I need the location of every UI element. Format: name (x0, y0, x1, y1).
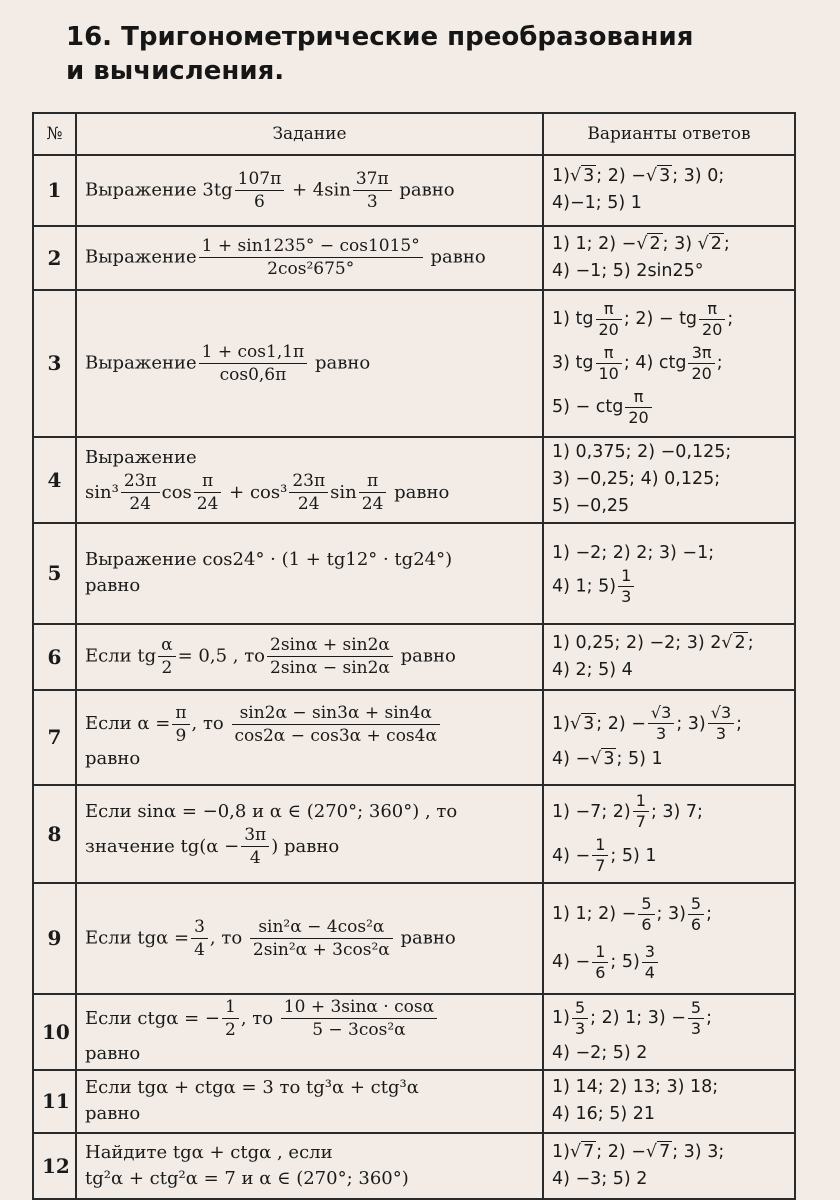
fraction: $\frac{1}{3}$ (618, 567, 634, 606)
fraction: $\frac{\pi}{24}$ (194, 471, 222, 514)
sqrt: √ 7 (645, 1141, 671, 1162)
task-text: Если ctgα = − $\frac{1}{2}$ , то $\frac{10 + 3\sin\alpha \cdot \cos\alpha}{\text{5 − 3cos²α}}$ равно (76, 994, 543, 1070)
task-number: 12 (33, 1133, 76, 1199)
fraction: $\frac{1}{7}$ (592, 836, 608, 875)
task-text: Выражение cos24° · (1 + tg12° · tg24°) равно (76, 523, 543, 624)
task-number: 6 (33, 624, 76, 690)
sqrt: √ 3 (569, 713, 595, 734)
fraction: $\frac{\pi}{9}$ (172, 703, 189, 746)
answer-options: 1)√ 3 ; 2) −√ 3 ; 3) 0; 4)−1; 5) 1 (543, 155, 795, 225)
table-row (33, 1070, 795, 1132)
task-number: 2 (33, 226, 76, 290)
title-line-2: и вычисления. (66, 56, 285, 86)
table-row (33, 883, 795, 994)
table-row (33, 624, 795, 690)
fraction: $\frac{2\sin\alpha + \sin 2\alpha}{2\sin\alpha - \sin 2\alpha}$ (267, 635, 393, 678)
fraction: $\frac{10 + 3\sin\alpha \cdot \cos\alpha}{\text{5 − 3cos²α}}$ (281, 997, 437, 1040)
sqrt: √ 7 (569, 1141, 595, 1162)
table-row (33, 226, 795, 290)
fraction: $\frac{1 + \cos 1,1\pi}{\cos 0,6\pi}$ (199, 342, 308, 385)
task-text: Если tgα = $\frac{3}{4}$ , то $\frac{\text{sin²α − 4cos²α}}{\text{2sin²α + 3cos²α}}$ равно (76, 883, 543, 994)
fraction: $\frac{√3}{3}$ (648, 704, 674, 743)
fraction: $\frac{\pi}{24}$ (359, 471, 387, 514)
task-text: Найдите tgα + ctgα , если tg²α + ctg²α = 7 и α ∈ (270°; 360°) (76, 1133, 543, 1199)
answer-options: 1) 1; 2) − $\frac{5}{6}$ ; 3) $\frac{5}{6}$ ; 4) − $\frac{1}{6}$ ; 5) $\frac{3}{4}$ (543, 883, 795, 994)
task-text (76, 155, 543, 225)
sqrt: √ 2 (697, 233, 722, 254)
fraction: $\frac{\sin 2\alpha - \sin 3\alpha + \sin 4\alpha}{\cos 2\alpha - \cos 3\alpha + \cos 4\alpha}$ (232, 703, 440, 746)
fraction: $\frac{3\pi}{20}$ (688, 344, 714, 383)
sqrt: √ 2 (636, 233, 661, 254)
task-number: 1 (33, 155, 76, 225)
fraction: $\frac{1}{2}$ (222, 997, 239, 1040)
task-number: 3 (33, 290, 76, 437)
table-row (33, 523, 795, 624)
fraction: $\frac{23\pi}{24}$ (121, 471, 160, 514)
fraction: $\frac{\text{sin²α − 4cos²α}}{\text{2sin²α + 3cos²α}}$ (250, 917, 393, 960)
table-row (33, 690, 795, 785)
table-header-row (33, 113, 795, 155)
answer-options: 1) −7; 2) $\frac{1}{7}$ ; 3) 7; 4) − $\frac{1}{7}$ ; 5) 1 (543, 785, 795, 884)
task-text: Выражение $\frac{1 + \cos 1,1\pi}{\cos 0,6\pi}$ равно (76, 290, 543, 437)
task-text: Выражение $\frac{1 + \sin 1235^\circ - \cos 1015^\circ}{\text{2cos²675°}}$ равно (76, 226, 543, 290)
sqrt: √ 3 (590, 748, 615, 769)
answer-options: 1) $\frac{5}{3}$ ; 2) 1; 3) − $\frac{5}{3}$ ; 4) −2; 5) 2 (543, 994, 795, 1070)
task-expr: 3tg (202, 179, 233, 201)
fraction: $\frac{\pi}{20}$ (596, 300, 622, 339)
fraction: $\frac{5}{6}$ (638, 895, 654, 934)
fraction: $\frac{3}{4}$ (642, 943, 658, 982)
task-text: Если α = $\frac{\pi}{9}$ , то $\frac{\sin 2\alpha - \sin 3\alpha + \sin 4\alpha}{\cos 2\alpha - \cos 3\alpha + \cos 4\alpha}$ равно (76, 690, 543, 785)
fraction: $\frac{√3}{3}$ (708, 704, 734, 743)
fraction: $\frac{1 + \sin 1235^\circ - \cos 1015^\circ}{\text{2cos²675°}}$ (199, 236, 423, 279)
table-row (33, 1133, 795, 1199)
task-expr: + 4sin (291, 179, 351, 201)
task-number: 5 (33, 523, 76, 624)
task-text: Если tg $\frac{\alpha}{2}$ = 0,5 , то $\frac{2\sin\alpha + \sin 2\alpha}{2\sin\alpha - \sin 2\alpha}$ равно (76, 624, 543, 690)
fraction: $\frac{107\pi}{6}$ (235, 169, 285, 212)
fraction: $\frac{5}{3}$ (572, 999, 588, 1038)
task-number: 9 (33, 883, 76, 994)
answer-options: 1)√ 7 ; 2) −√ 7 ; 3) 3; 4) −3; 5) 2 (543, 1133, 795, 1199)
sqrt: √ 2 (721, 632, 746, 653)
fraction: $\frac{5}{3}$ (688, 999, 704, 1038)
answer-options: 1) −2; 2) 2; 3) −1; 4) 1; 5) $\frac{1}{3}$ (543, 523, 795, 624)
task-text: Выражение sin³ $\frac{23\pi}{24}$ cos $\frac{\pi}{24}$ + cos³ $\frac{23\pi}{24}$ sin $\frac{\pi}{24}$ равно (76, 437, 543, 523)
task-word: Выражение (85, 179, 197, 201)
answer-options: 1) 0,375; 2) −0,125; 3) −0,25; 4) 0,125; 5) −0,25 (543, 437, 795, 523)
page-title (66, 20, 806, 88)
table-row (33, 155, 795, 225)
header-answers: Варианты ответов (543, 113, 795, 155)
tasks-table (32, 112, 796, 1200)
header-num: № (33, 113, 76, 155)
answer-options: 1) tg $\frac{\pi}{20}$ ; 2) − tg $\frac{\pi}{20}$ ; 3) tg $\frac{\pi}{10}$ ; 4) ctg $\frac{3\pi}{20}$ ; 5) − ctg $\frac{\pi}{20}$ (543, 290, 795, 437)
task-number: 10 (33, 994, 76, 1070)
answer-options: 1) 1; 2) −√ 2 ; 3) √ 2 ; 4) −1; 5) 2sin25° (543, 226, 795, 290)
fraction: $\frac{\pi}{20}$ (625, 388, 651, 427)
table-row (33, 437, 795, 523)
answer-options: 1) 14; 2) 13; 3) 18; 4) 16; 5) 21 (543, 1070, 795, 1132)
fraction: $\frac{3\pi}{4}$ (241, 825, 269, 868)
task-number: 11 (33, 1070, 76, 1132)
fraction: $\frac{37\pi}{3}$ (353, 169, 392, 212)
table-row (33, 994, 795, 1070)
fraction: $\frac{\alpha}{2}$ (158, 635, 175, 678)
sqrt: √ 3 (645, 166, 671, 187)
task-number: 4 (33, 437, 76, 523)
fraction: $\frac{\pi}{20}$ (699, 300, 725, 339)
task-number: 7 (33, 690, 76, 785)
fraction: $\frac{3}{4}$ (191, 917, 208, 960)
task-text: Если sinα = −0,8 и α ∈ (270°; 360°) , то значение tg(α − $\frac{3\pi}{4}$ ) равно (76, 785, 543, 884)
answer-options: 1)√ 3 ; 2) − $\frac{√3}{3}$ ; 3) $\frac{√3}{3}$ ; 4) −√ 3 ; 5) 1 (543, 690, 795, 785)
title-line-1: 16. Тригонометрические преобразования (66, 22, 694, 52)
header-task: Задание (76, 113, 543, 155)
task-number: 8 (33, 785, 76, 884)
task-text: Если tgα + ctgα = 3 то tg³α + ctg³α равно (76, 1070, 543, 1132)
fraction: $\frac{\pi}{10}$ (596, 344, 622, 383)
answer-options: 1) 0,25; 2) −2; 3) 2√ 2 ; 4) 2; 5) 4 (543, 624, 795, 690)
table-row (33, 290, 795, 437)
fraction: $\frac{1}{6}$ (592, 943, 608, 982)
task-word: равно (399, 179, 455, 201)
fraction: $\frac{5}{6}$ (688, 895, 704, 934)
table-row (33, 785, 795, 884)
fraction: $\frac{23\pi}{24}$ (289, 471, 328, 514)
fraction: $\frac{1}{7}$ (633, 792, 649, 831)
sqrt: √ 3 (569, 166, 595, 187)
